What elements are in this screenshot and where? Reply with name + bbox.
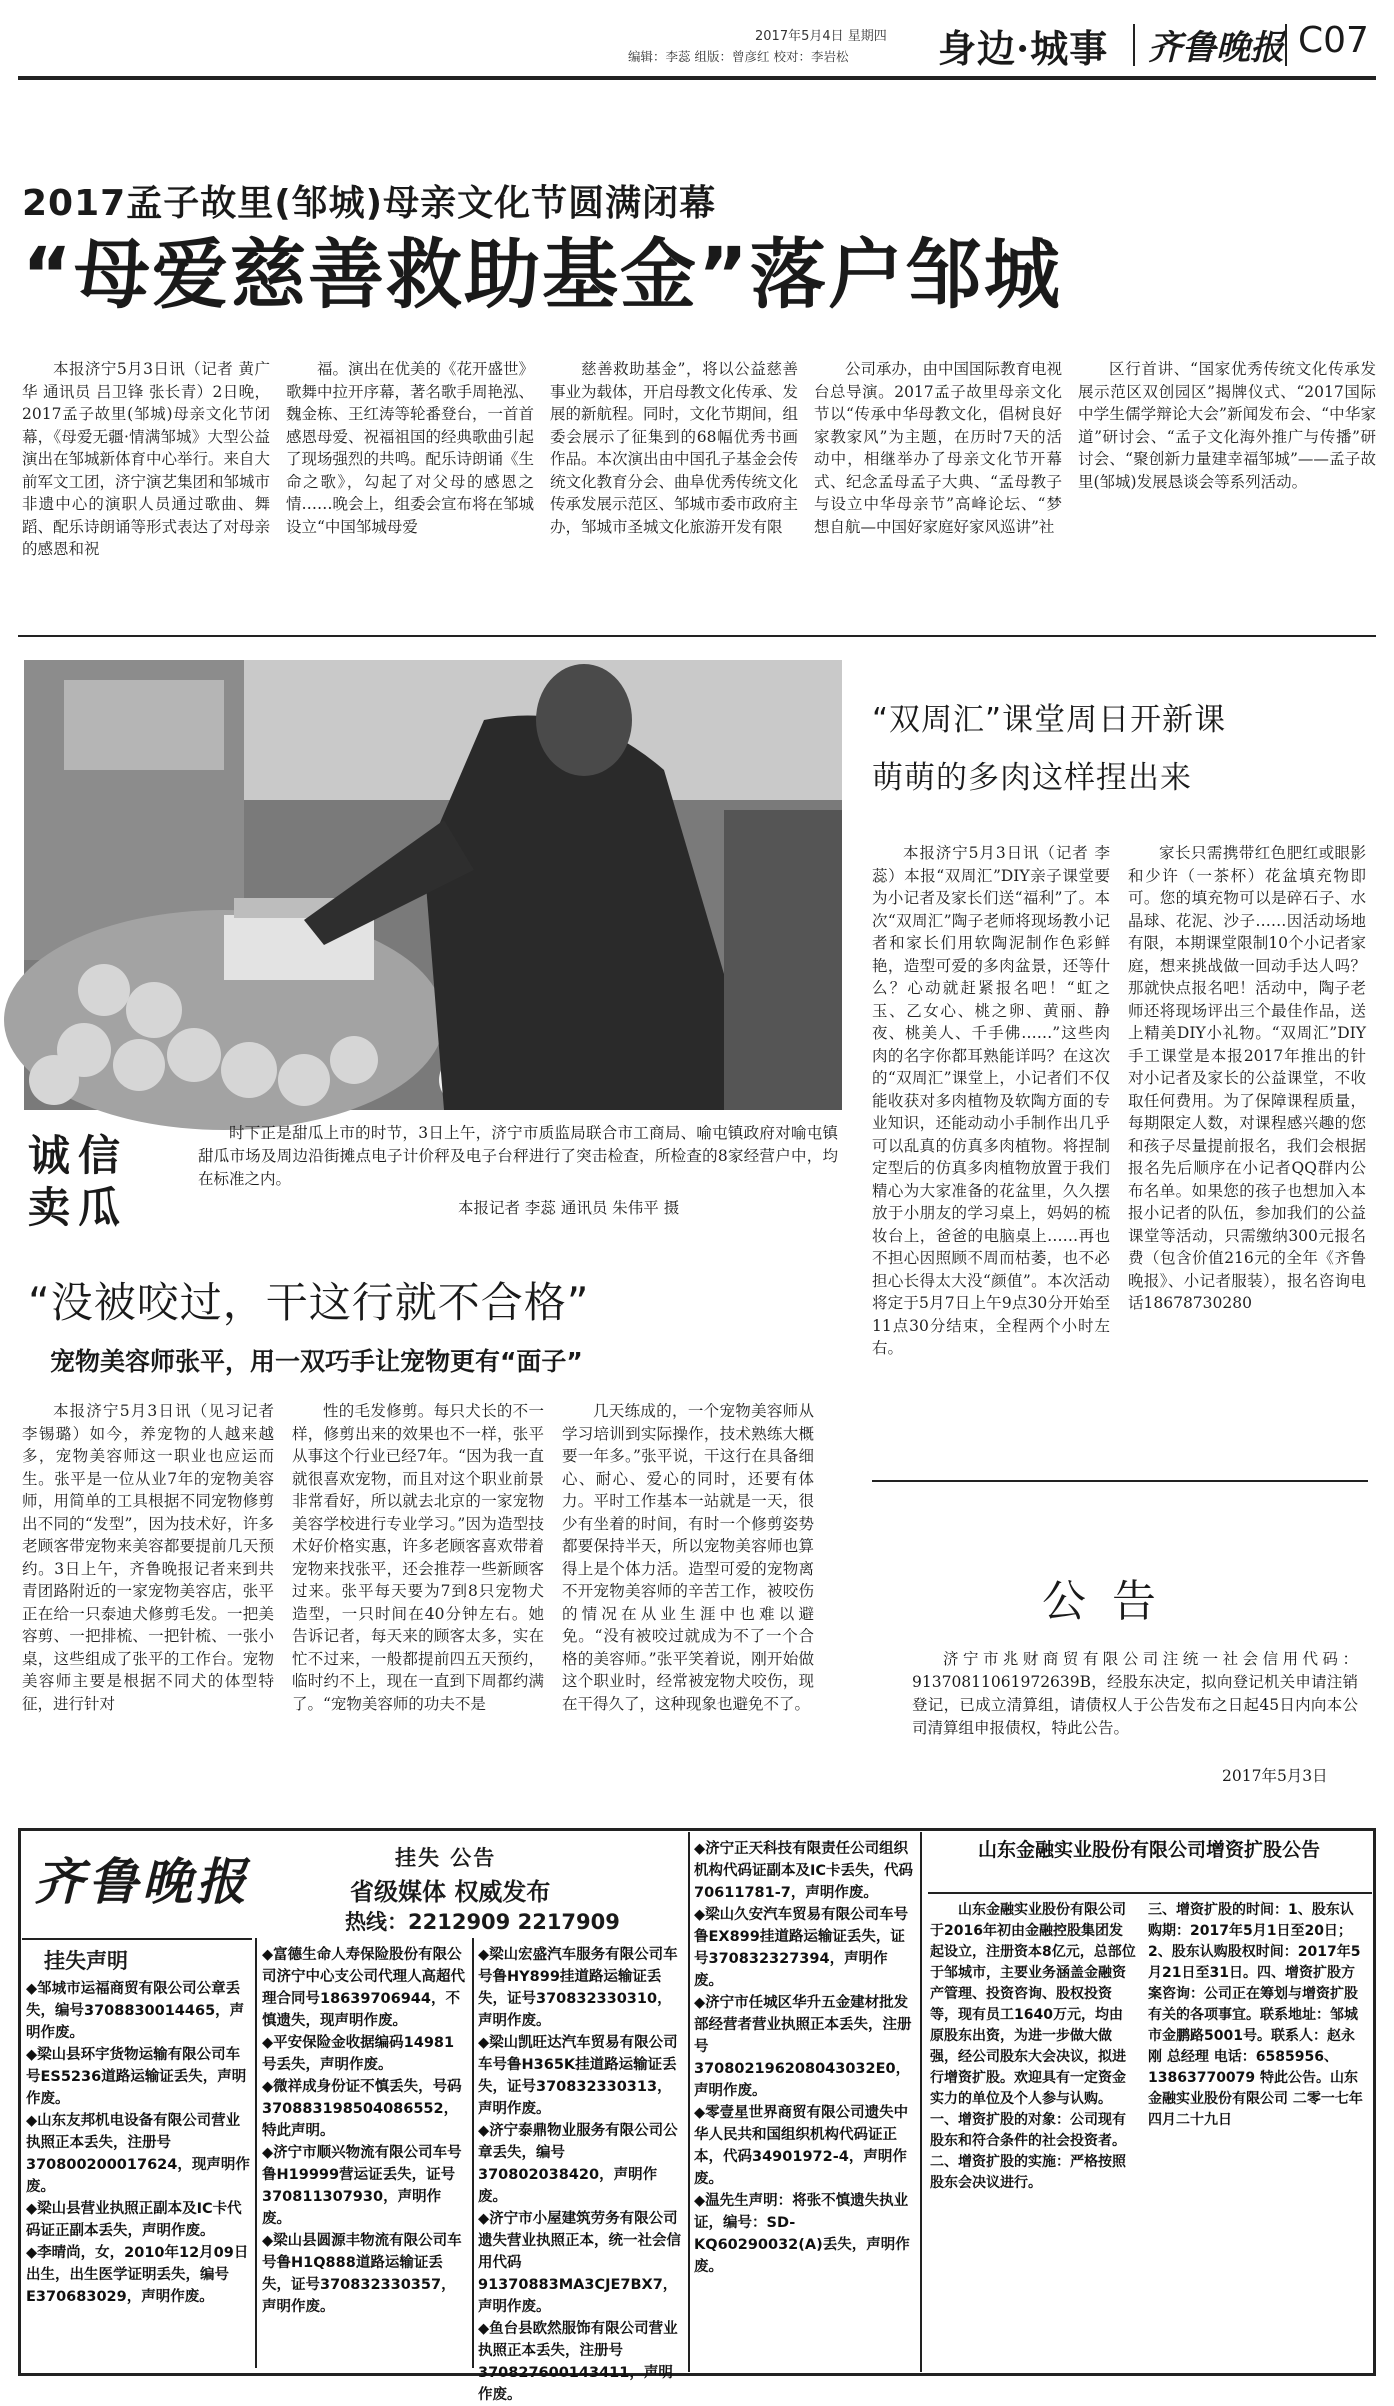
story1-column: 福。演出在优美的《花开盛世》歌舞中拉开序幕，著名歌手周艳泓、魏金栋、王红涛等轮番登台，一首首感恩母爱、祝福祖国的经典歌曲引起了现场强烈的共鸣。配乐诗朗诵《生命之歌》，勾起了对父母的感恩之情……晚会上，组委会宣布将在邹城设立“中国邹城母爱: [286, 360, 535, 536]
classified-divider: [255, 1938, 257, 2368]
notice-rule: [872, 1480, 1368, 1482]
capital-increase-notice-column: 山东金融实业股份有限公司于2016年初由金融控股集团发起设立，注册资本8亿元，总部位于邹城市，主要业务涵盖金融资产管理、投资咨询、股权投资等，现有员工1640万元，均由原股东出资，为进一步做大做强，经公司股东大会决议，拟进行增资扩股。欢迎具有一定资金实力的单位及个人参与认购。一、增资扩股的对象：公司现有股东和符合条件的社会投资者。二、增资扩股的实施：严格按照股东会决议进行。: [930, 1902, 1136, 2191]
classified-item: ◆李晴尚，女，2010年12月09日出生，出生医学证明丢失，编号E370683029，声明作废。: [26, 2245, 249, 2305]
classified-item: ◆济宁市小屋建筑劳务有限公司遗失营业执照正本，统一社会信用代码91370883MA3CJE7BX7，声明作废。: [478, 2211, 681, 2315]
classified-divider: [472, 1938, 474, 2368]
story3-headline: “没被咬过，干这行就不合格”: [28, 1278, 590, 1327]
classified-item: ◆济宁正天科技有限责任公司组织机构代码证副本及IC卡丢失，代码70611781-7，声明作废。: [694, 1841, 914, 1901]
classified-item: ◆梁山县营业执照正副本及IC卡代码证正副本丢失，声明作废。: [26, 2201, 242, 2239]
issue-date: 2017年5月4日 星期四: [755, 29, 887, 44]
section-title: 身边·城事: [938, 26, 1109, 71]
page-number: C07: [1298, 20, 1369, 61]
notice2-rule: [928, 1892, 1372, 1894]
classifieds-title: 挂失 公告: [395, 1846, 497, 1870]
editor-credits: 编辑：李蕊 组版：曾彦红 校对：李岩松: [628, 49, 849, 64]
classifieds-brand: 齐鲁晚报: [34, 1852, 250, 1911]
classified-item: ◆济宁市顺兴物流有限公司车号鲁H19999营运证丢失，证号370811307930，声明作废。: [262, 2145, 462, 2227]
notice-date: 2017年5月3日: [1222, 1767, 1328, 1785]
header-rule: [18, 76, 1376, 80]
story1-column: 慈善救助基金”，将以公益慈善事业为载体，开启母教文化传承、发展的新航程。同时，文化节期间，组委会展示了征集到的68幅优秀书画作品。本次演出由中国孔子基金会传统文化教育分会、曲阜优秀传统文化传承发展示范区、邹城市委市政府主办，邹城市圣城文化旅游开发有限: [550, 360, 799, 536]
story1-column: 区行首讲、“国家优秀传统文化传承发展示范区双创园区”揭牌仪式、“2017国际中学生儒学辩论大会”新闻发布会、“中华家道”研讨会、“孟子文化海外推广与传播”研讨会、“聚创新力量建幸福邹城”——孟子故里(邹城)发展恳谈会等系列活动。: [1078, 360, 1376, 491]
classified-column: [26, 1978, 252, 2368]
header-divider: [1133, 24, 1135, 66]
classifieds-slogan: 省级媒体 权威发布: [350, 1878, 551, 1906]
classified-column: [694, 1838, 916, 2368]
news-photo-melon-inspection: [24, 660, 842, 1110]
classified-item: ◆零壹星世界商贸有限公司遗失中华人民共和国组织机构代码证正本，代码34901972-4，声明作废。: [694, 2105, 909, 2187]
capital-increase-notice-column: 三、增资扩股的时间：1、股东认购期：2017年5月1日至20日；2、股东认购股权时间：2017年5月21日至31日。四、增资扩股方案咨询：公司正在筹划与增资扩股有关的各项事宜。联系地址：邹城市金鹏路5001号。联系人：赵永刚 总经理 电话：6585956、13863770079 特此公告。山东金融实业股份有限公司 二零一七年四月二十九日: [1148, 1902, 1363, 2128]
capital-increase-notice-title: 山东金融实业股份有限公司增资扩股公告: [977, 1839, 1320, 1861]
photo-credit: 本报记者 李蕊 通讯员 朱伟平 摄: [458, 1199, 680, 1217]
story3-column: 性的毛发修剪。每只犬长的不一样，修剪出来的效果也不一样，张平从事这个行业已经7年。“因为我一直就很喜欢宠物，而且对这个职业前景非常看好，所以就去北京的一家宠物美容学校进行专业学习。”因为造型技术好价格实惠，许多老顾客喜欢带着宠物来找张平，还会推荐一些新顾客过来。张平每天要为7到8只宠物犬造型，一只时间在40分钟左右。她告诉记者，每天来的顾客太多，实在忙不过来，一般都提前四五天预约，临时约不上，现在一直到下周都约满了。“宠物美容师的功夫不是: [292, 1402, 544, 1713]
classified-item: ◆温先生声明：将张不慎遗失执业证，编号：SD-KQ60290032(A)丢失，声明作废。: [694, 2193, 910, 2275]
classified-item: ◆梁山久安汽车贸易有限公司车号鲁EX899挂道路运输证丢失，证号370832327394，声明作废。: [694, 1907, 909, 1989]
classified-item: ◆梁山凯旺达汽车贸易有限公司车号鲁H365K挂道路运输证丢失，证号370832330313，声明作废。: [478, 2035, 678, 2117]
story2-headline: “双周汇”课堂周日开新课: [872, 702, 1227, 738]
photo-illustration: [24, 660, 842, 1110]
classified-item: ◆富德生命人寿保险股份有限公司济宁中心支公司代理人高超代理合同号18639706944，不慎遗失，现声明作废。: [262, 1947, 465, 2029]
story1-headline: “母爱慈善救助基金”落户邹城: [22, 230, 1062, 319]
classified-divider: [688, 1832, 690, 2372]
story3-column: 几天练成的，一个宠物美容师从学习培训到实际操作，技术熟练大概要一年多。”张平说，干这行在具备细心、耐心、爱心的同时，还要有体力。平时工作基本一站就是一天，很少有坐着的时间，有时一个修剪姿势都要保持半天，所以宠物美容师也算得上是个体力活。造型可爱的宠物离不开宠物美容师的辛苦工作，被咬伤的情况在从业生涯中也难以避免。“没有被咬过就成为不了一个合格的美容师。”张平笑着说，刚开始做这个职业时，经常被宠物犬咬伤，现在干得久了，这种现象也避免不了。: [562, 1402, 814, 1713]
classified-item: ◆山东友邦机电设备有限公司营业执照正本丢失，注册号370800200017624，现声明作废。: [26, 2113, 250, 2195]
story3-column: 本报济宁5月3日讯（见习记者 李锡璐）如今，养宠物的人越来越多，宠物美容师这一职业也应运而生。张平是一位从业7年的宠物美容师，用简单的工具根据不同宠物修剪出不同的“发型”，因为技术好，许多老顾客带宠物来美容都要提前几天预约。3日上午，齐鲁晚报记者来到共青团路附近的一家宠物美容店，张平正在给一只泰迪犬修剪毛发。一把美容剪、一把排梳、一把针梳、一张小桌，这些组成了张平的工作台。宠物美容师主要是根据不同犬的体型特征，进行针对: [22, 1402, 274, 1713]
story2-column: 家长只需携带红色肥红或眼影和少许（一茶杯）花盆填充物即可。您的填充物可以是碎石子、水晶球、花泥、沙子……因活动场地有限，本期课堂限制10个小记者家庭，想来挑战做一回动手达人吗？那就快点报名吧！活动中，陶子老师还将现场评出三个最佳作品，送上精美DIY小礼物。“双周汇”DIY手工课堂是本报2017年推出的针对小记者及家长的公益课堂，不收取任何费用。为了保障课程质量，每期限定人数，对课程感兴趣的您和孩子尽量提前报名，我们会根据报名先后顺序在小记者QQ群内公布名单。如果您的孩子也想加入本报小记者的队伍，参加我们的公益课堂等活动，只需缴纳300元报名费（包含价值216元的全年《齐鲁晚报》、小记者服装），报名咨询电话18678730280: [1128, 844, 1366, 1312]
classified-item: ◆济宁泰鼎物业服务有限公司公章丢失，编号370802038420，声明作废。: [478, 2123, 678, 2205]
classified-item: ◆邹城市运福商贸有限公司公章丢失，编号3708830014465，声明作废。: [26, 1981, 245, 2041]
classifieds-section-title: 挂失声明: [44, 1949, 128, 1973]
classified-item: ◆济宁市任城区华升五金建材批发部经营者营业执照正本丢失，注册号370802196208043032E0，声明作废。: [694, 1995, 912, 2099]
story1-column: 本报济宁5月3日讯（记者 黄广华 通讯员 吕卫锋 张长青）2日晚，2017孟子故里(邹城)母亲文化节闭幕，《母爱无疆·情满邹城》大型公益演出在邹城新体育中心举行。来自大前军文工团，济宁演艺集团和邹城市非遗中心的演职人员通过歌曲、舞蹈、配乐诗朗诵等形式表达了对母亲的感恩和祝: [22, 360, 271, 558]
photo-caption: 时下正是甜瓜上市的时节，3日上午，济宁市质监局联合市工商局、喻屯镇政府对喻屯镇甜瓜市场及周边沿街摊点电子计价秤及电子台秤进行了突击检查，所检查的8家经营户中，均在标准之内。: [198, 1124, 838, 1188]
classified-item: ◆梁山宏盛汽车服务有限公司车号鲁HY899挂道路运输证丢失，证号370832330310，声明作废。: [478, 1947, 678, 2029]
notice-title: 公 告: [1042, 1576, 1162, 1627]
header-divider: [1285, 24, 1287, 66]
classified-column: [262, 1944, 468, 2368]
story2-subhead: 萌萌的多肉这样捏出来: [872, 760, 1192, 796]
story3-subhead: 宠物美容师张平，用一双巧手让宠物更有“面子”: [50, 1347, 583, 1376]
story2-column: 本报济宁5月3日讯（记者 李蕊）本报“双周汇”DIY亲子课堂要为小记者及家长们送“福利”了。本次“双周汇”陶子老师将现场教小记者和家长们用软陶泥制作色彩鲜艳，造型可爱的多肉盆景，还等什么？心动就赶紧报名吧！“虹之玉、乙女心、桃之卵、黄丽、静夜、桃美人、千手佛……”这些肉肉的名字你都耳熟能详吗？在这次的“双周汇”课堂上，小记者们不仅能收获对多肉植物及软陶方面的专业知识，还能动动小手制作出几乎可以乱真的仿真多肉植物。将捏制定型后的仿真多肉植物放置于我们精心为大家准备的花盆里，久久摆放于小朋友的学习桌上，妈妈的梳妆台上，爸爸的电脑桌上……再也不担心因照顾不周而枯萎，也不必担心长得太大没“颜值”。本次活动将定于5月7日上午9点30分开始至11点30分结束，全程两个小时左右。: [872, 844, 1110, 1357]
classified-item: ◆微祥成身份证不慎丢失，号码370883198504086552，特此声明。: [262, 2079, 462, 2139]
classified-item: ◆平安保险金收据编码14981号丢失，声明作废。: [262, 2035, 455, 2073]
classifieds-hotline: 热线：2212909 2217909: [345, 1910, 620, 1934]
classified-item: ◆梁山县环宇货物运输有限公司车号ES5236道路运输证丢失，声明作废。: [26, 2047, 247, 2107]
photo-label: 诚信卖瓜: [28, 1131, 129, 1232]
classified-item: ◆梁山县圆源丰物流有限公司车号鲁H1Q888道路运输证丢失，证号370832330357，声明作废。: [262, 2233, 462, 2315]
classifieds-rule: [22, 1938, 252, 1940]
notice-body: 济宁市兆财商贸有限公司注统一社会信用代码：91370811061972639B，经股东决定，拟向登记机关申请注销登记，已成立清算组，请债权人于公告发布之日起45日内向本公司清算组申报债权，特此公告。: [912, 1650, 1358, 1737]
classified-divider: [920, 1832, 922, 2372]
story1-kicker: 2017孟子故里(邹城)母亲文化节圆满闭幕: [22, 183, 717, 224]
newspaper-brand: 齐鲁晚报: [1148, 28, 1284, 68]
story1-column: 公司承办，由中国国际教育电视台总导演。2017孟子故里母亲文化节以“传承中华母教文化，倡树良好家教家风”为主题，在历时7天的活动中，相继举办了母亲文化节开幕式、纪念孟母孟子大典、“孟母教子与设立中华母亲节”高峰论坛、“梦想自航—中国好家庭好家风巡讲”社: [814, 360, 1063, 536]
section-rule: [18, 635, 1376, 637]
classified-column: [478, 1944, 684, 2403]
classified-item: ◆鱼台县欧然服饰有限公司营业执照正本丢失，注册号370827600143411，声明作废。: [478, 2321, 678, 2403]
